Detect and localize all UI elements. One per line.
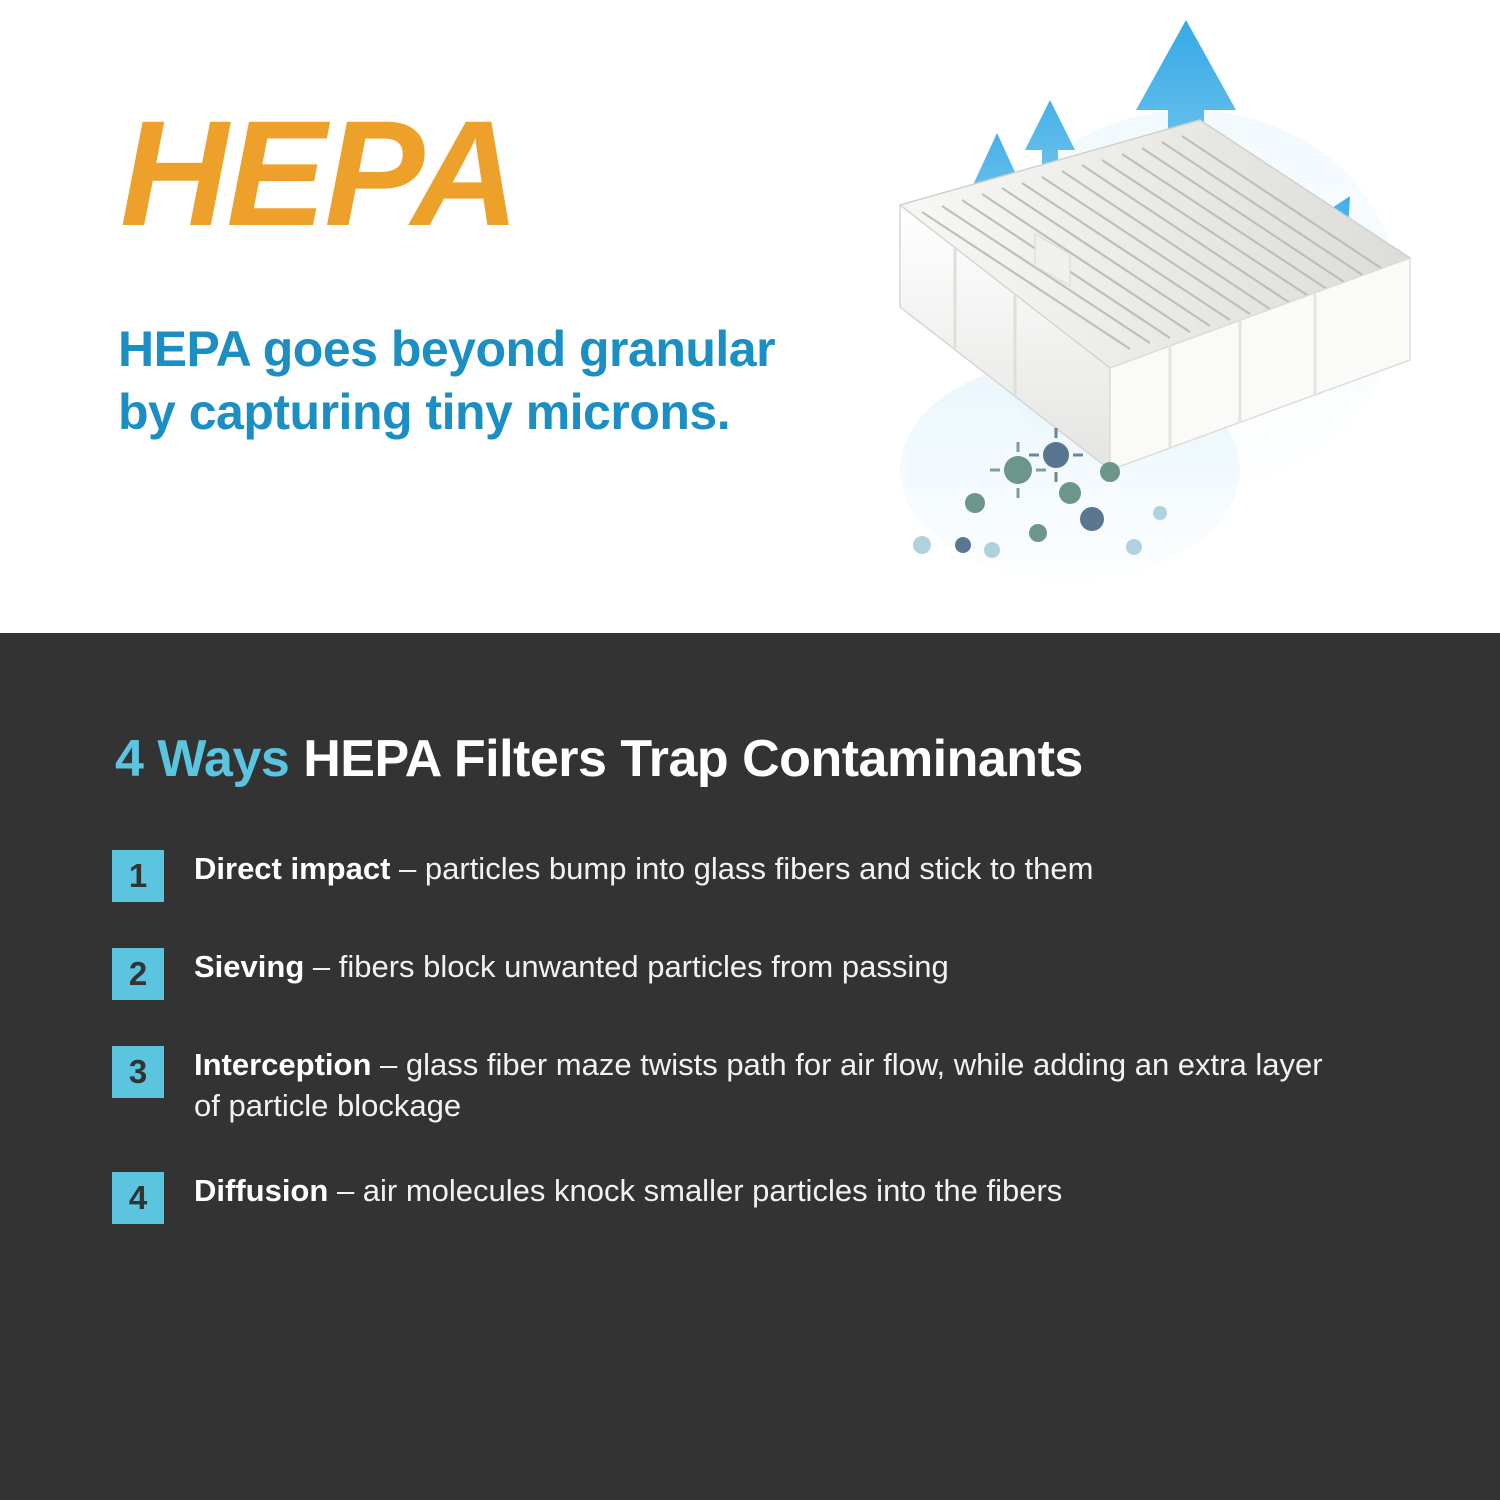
hero-section bbox=[0, 0, 1500, 633]
way-description: – particles bump into glass fibers and stick to them bbox=[399, 851, 1094, 886]
way-description: – glass fiber maze twists path for air flow, while adding an extra layer of particle blockage bbox=[194, 1047, 1323, 1124]
way-term: Interception bbox=[194, 1047, 372, 1082]
way-number-badge: 3 bbox=[112, 1046, 164, 1098]
way-term: Sieving bbox=[194, 949, 305, 984]
hepa-wordmark: HEPA bbox=[120, 89, 518, 257]
way-text bbox=[194, 848, 1093, 889]
way-number-badge: 1 bbox=[112, 850, 164, 902]
section-heading bbox=[115, 729, 1083, 789]
section-heading-rest: HEPA Filters Trap Contaminants bbox=[303, 730, 1083, 788]
list-item bbox=[112, 1044, 1402, 1126]
way-term: Diffusion bbox=[194, 1173, 329, 1209]
ways-section bbox=[0, 633, 1500, 1500]
way-text bbox=[194, 1044, 1354, 1126]
list-item bbox=[112, 946, 1402, 1000]
hero-tagline: HEPA goes beyond granular by capturing tiny microns. bbox=[118, 321, 776, 440]
list-item bbox=[112, 848, 1402, 902]
ways-list bbox=[112, 848, 1402, 1268]
way-text bbox=[194, 946, 949, 987]
way-number-badge: 4 bbox=[112, 1172, 164, 1224]
hepa-filter-illustration bbox=[770, 0, 1500, 633]
way-term: Direct impact bbox=[194, 851, 391, 886]
section-heading-accent: 4 Ways bbox=[115, 730, 290, 788]
way-text bbox=[194, 1170, 1062, 1211]
way-description: – air molecules knock smaller particles into the fibers bbox=[336, 1173, 1063, 1209]
list-item bbox=[112, 1170, 1402, 1224]
way-description: – fibers block unwanted particles from passing bbox=[312, 949, 949, 984]
way-number-badge: 2 bbox=[112, 948, 164, 1000]
